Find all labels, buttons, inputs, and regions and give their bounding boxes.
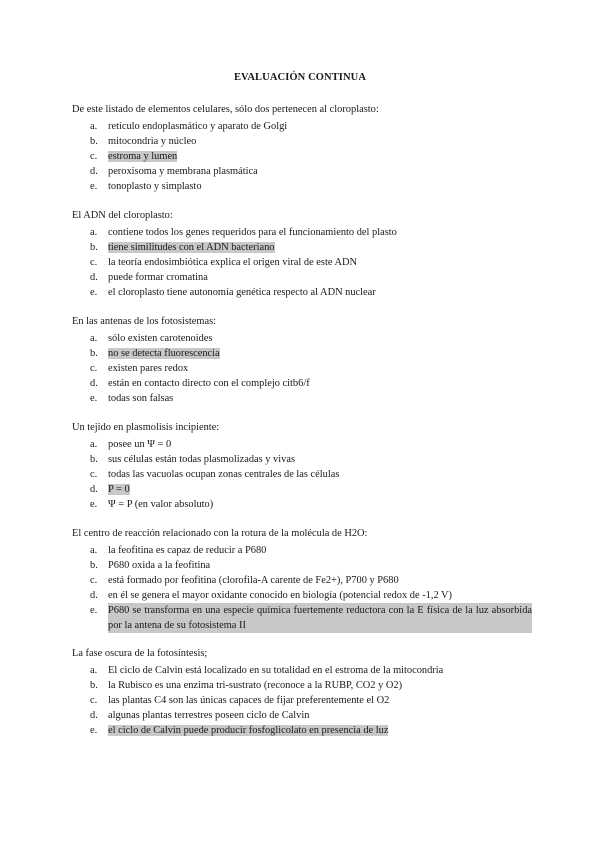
option-text: P680 se transforma en una especie química fuertemente reductora con la E física de la luz absorbida por la antena de su fotosistema II	[108, 605, 532, 631]
question-text: De este listado de elementos celulares, sólo dos pertenecen al cloroplasto:	[72, 104, 379, 115]
option-c	[72, 693, 532, 708]
option-letter: c.	[90, 575, 98, 586]
option-d	[72, 376, 532, 391]
document-title: EVALUACIÓN CONTINUA	[233, 72, 367, 83]
option-a	[72, 543, 532, 558]
option-text: sus células están todas plasmolizadas y vivas	[108, 454, 295, 465]
option-b	[72, 558, 532, 573]
option-text: algunas plantas terrestres poseen ciclo de Calvin	[108, 710, 310, 721]
option-d-highlighted	[72, 482, 532, 497]
option-e-highlighted	[72, 603, 532, 633]
option-b	[72, 134, 532, 149]
option-text: está formado por feofitina (clorofila-A carente de Fe2+), P700 y P680	[108, 575, 399, 586]
option-letter: b.	[90, 136, 98, 147]
option-letter: d.	[90, 590, 98, 601]
option-list	[72, 437, 532, 512]
option-text: posee un Ψ = 0	[108, 439, 172, 450]
option-list	[72, 225, 532, 300]
option-letter: a.	[90, 227, 98, 238]
option-text: Ψ = P (en valor absoluto)	[108, 499, 214, 510]
option-letter: e.	[90, 499, 98, 510]
option-text: tonoplasto y simplasto	[108, 181, 202, 192]
question-text: El ADN del cloroplasto:	[72, 210, 173, 221]
question-text: La fase oscura de la fotosíntesis;	[72, 648, 208, 659]
option-letter: d.	[90, 710, 98, 721]
option-text: la feofitina es capaz de reducir a P680	[108, 545, 267, 556]
option-letter: e.	[90, 725, 98, 736]
option-letter: c.	[90, 695, 98, 706]
option-c	[72, 255, 532, 270]
question-text: Un tejido en plasmolisis incipiente:	[72, 422, 220, 433]
option-letter: b.	[90, 454, 98, 465]
option-d	[72, 588, 532, 603]
option-c	[72, 361, 532, 376]
option-letter: c.	[90, 363, 98, 374]
option-letter: d.	[90, 378, 98, 389]
option-a	[72, 225, 532, 240]
option-text: la teoría endosimbiótica explica el origen viral de este ADN	[108, 257, 357, 268]
option-letter: e.	[90, 181, 98, 192]
option-list	[72, 663, 532, 738]
question-1	[72, 102, 532, 194]
option-text: contiene todos los genes requeridos para el funcionamiento del plasto	[108, 227, 397, 238]
option-a	[72, 119, 532, 134]
option-text: todas son falsas	[108, 393, 174, 404]
option-text: El ciclo de Calvin está localizado en su totalidad en el estroma de la mitocondria	[108, 665, 444, 676]
option-letter: c.	[90, 257, 98, 268]
option-letter: e.	[90, 605, 98, 616]
option-text: P680 oxida a la feofitina	[108, 560, 211, 571]
option-b	[72, 452, 532, 467]
question-text: En las antenas de los fotosistemas:	[72, 316, 216, 327]
option-letter: a.	[90, 121, 98, 132]
option-list	[72, 543, 532, 633]
option-text: las plantas C4 son las únicas capaces de fijar preferentemente el O2	[108, 695, 390, 706]
option-text: el ciclo de Calvin puede producir fosfoglicolato en presencia de luz	[108, 725, 389, 736]
option-letter: a.	[90, 545, 98, 556]
option-letter: d.	[90, 484, 98, 495]
option-list	[72, 119, 532, 194]
option-text: el cloroplasto tiene autonomía genética respecto al ADN nuclear	[108, 287, 376, 298]
option-letter: a.	[90, 665, 98, 676]
question-3	[72, 314, 532, 406]
option-letter: b.	[90, 348, 98, 359]
option-a	[72, 437, 532, 452]
question-5	[72, 526, 532, 633]
option-e	[72, 497, 532, 512]
option-letter: b.	[90, 560, 98, 571]
option-d	[72, 164, 532, 179]
option-letter: d.	[90, 166, 98, 177]
option-a	[72, 663, 532, 678]
option-c	[72, 573, 532, 588]
option-list	[72, 331, 532, 406]
option-letter: b.	[90, 680, 98, 691]
option-text: estroma y lumen	[108, 151, 178, 162]
question-4	[72, 420, 532, 512]
option-letter: c.	[90, 469, 98, 480]
question-2	[72, 208, 532, 300]
option-letter: e.	[90, 393, 98, 404]
option-d	[72, 270, 532, 285]
option-letter: d.	[90, 272, 98, 283]
option-c	[72, 467, 532, 482]
option-letter: c.	[90, 151, 98, 162]
option-b	[72, 678, 532, 693]
option-text: existen pares redox	[108, 363, 189, 374]
option-e	[72, 285, 532, 300]
option-letter: b.	[90, 242, 98, 253]
option-c-highlighted	[72, 149, 532, 164]
option-letter: a.	[90, 439, 98, 450]
option-text: sólo existen carotenoides	[108, 333, 213, 344]
question-text: El centro de reacción relacionado con la rotura de la molécula de H2O:	[72, 528, 368, 539]
option-text: P = 0	[108, 484, 130, 495]
option-e	[72, 391, 532, 406]
option-b-highlighted	[72, 240, 532, 255]
option-text: retículo endoplasmático y aparato de Golgi	[108, 121, 288, 132]
option-text: tiene similitudes con el ADN bacteriano	[108, 242, 275, 253]
option-text: mitocondria y núcleo	[108, 136, 197, 147]
option-text: están en contacto directo con el complejo citb6/f	[108, 378, 310, 389]
option-d	[72, 708, 532, 723]
question-6	[72, 646, 532, 738]
option-text: en él se genera el mayor oxidante conocido en biología (potencial redox de -1,2 V)	[108, 590, 453, 601]
option-text: peroxisoma y membrana plasmática	[108, 166, 258, 177]
option-b-highlighted	[72, 346, 532, 361]
option-a	[72, 331, 532, 346]
option-letter: a.	[90, 333, 98, 344]
option-e-highlighted	[72, 723, 532, 738]
option-e	[72, 179, 532, 194]
option-text: la Rubisco es una enzima tri-sustrato (reconoce a la RUBP, CO2 y O2)	[108, 680, 403, 691]
option-letter: e.	[90, 287, 98, 298]
option-text: no se detecta fluorescencia	[108, 348, 220, 359]
option-text: todas las vacuolas ocupan zonas centrales de las células	[108, 469, 340, 480]
option-text: puede formar cromatina	[108, 272, 208, 283]
